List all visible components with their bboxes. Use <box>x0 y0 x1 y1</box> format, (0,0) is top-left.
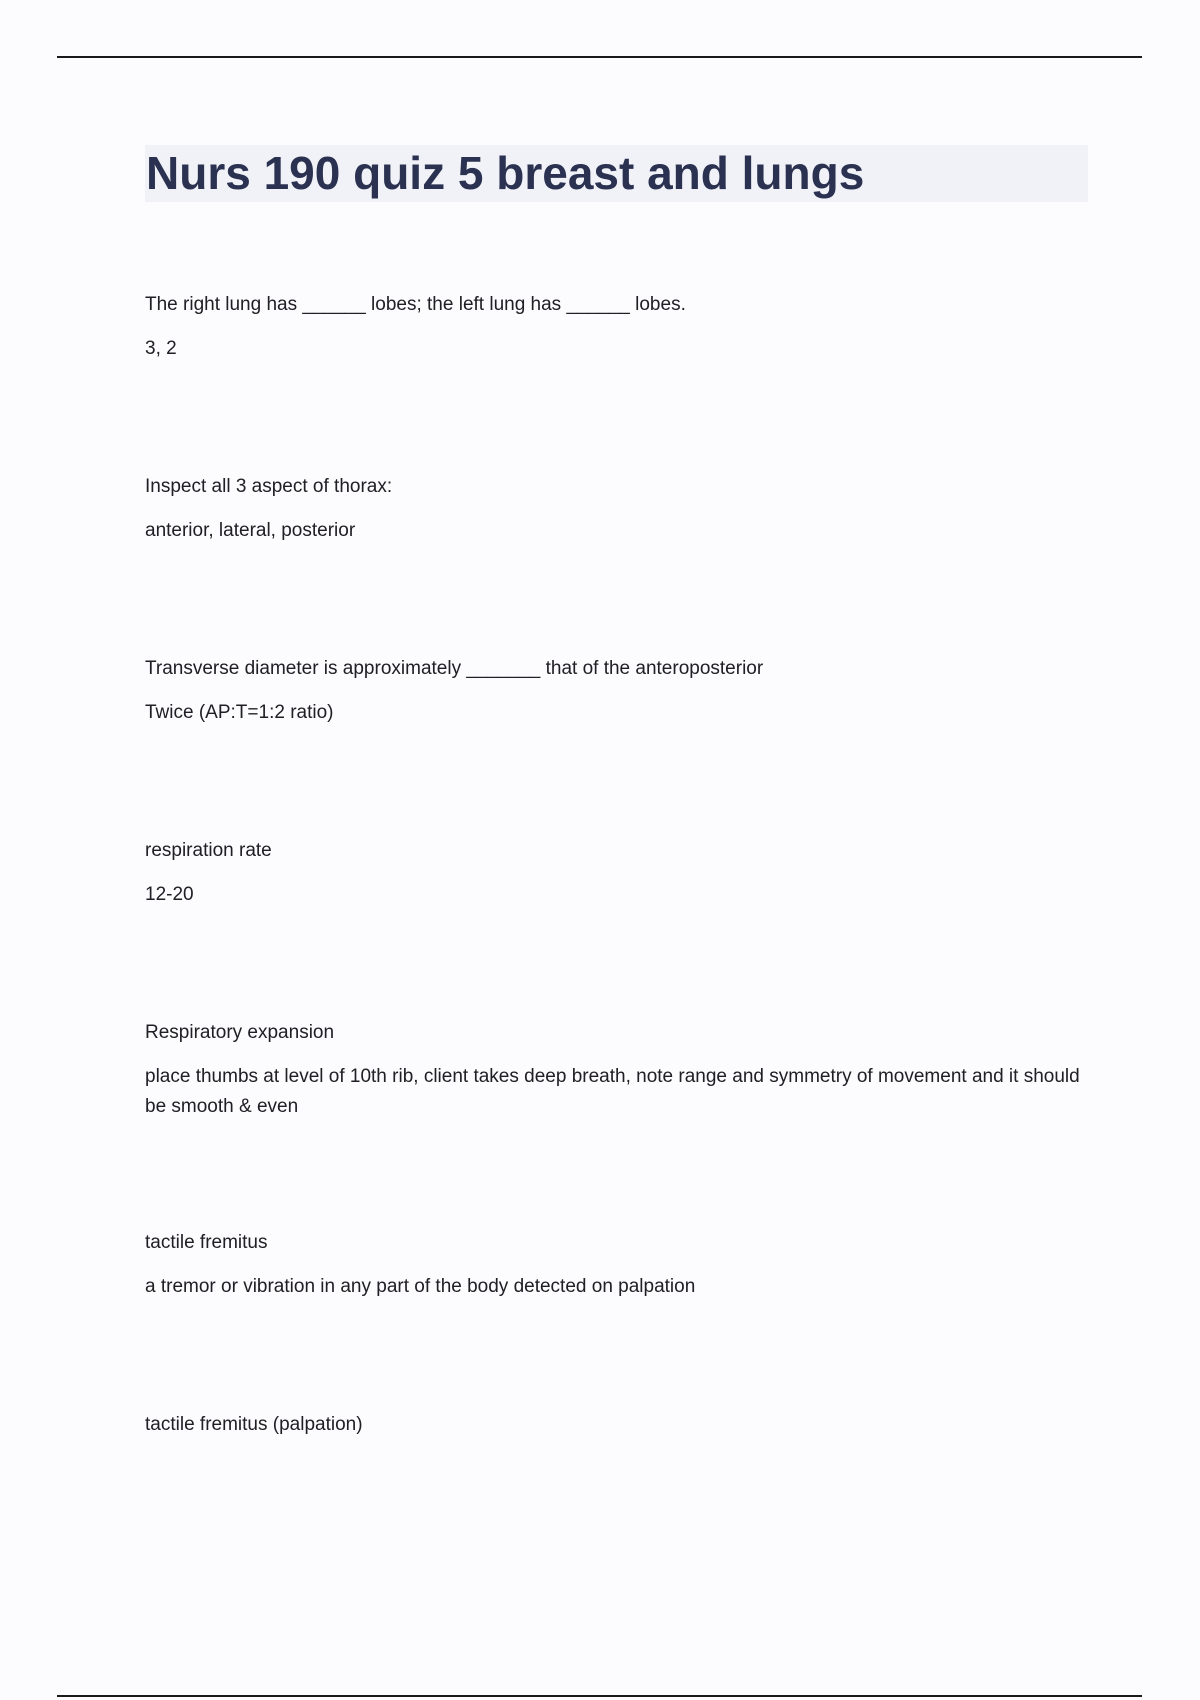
answer-text: 3, 2 <box>145 338 177 359</box>
qa-item-5 <box>145 1018 1085 1122</box>
qa-item-2 <box>145 472 1085 546</box>
qa-item-1 <box>145 290 1085 364</box>
qa-item-3 <box>145 654 1085 728</box>
answer-text: Twice (AP:T=1:2 ratio) <box>145 702 334 723</box>
question-text: Transverse diameter is approximately _______ that of the anteroposterior <box>145 658 764 679</box>
question-text: respiration rate <box>145 840 272 861</box>
question-text: tactile fremitus <box>145 1232 268 1253</box>
question-text: The right lung has ______ lobes; the left lung has ______ lobes. <box>145 294 686 315</box>
answer-text: 12-20 <box>145 884 194 905</box>
question-text: Inspect all 3 aspect of thorax: <box>145 476 393 497</box>
bottom-divider <box>57 1695 1142 1697</box>
answer-text: place thumbs at level of 10th rib, client takes deep breath, note range and symmetry of movement and it should be smooth & even <box>145 1066 1080 1117</box>
page-title: Nurs 190 quiz 5 breast and lungs <box>146 147 865 199</box>
qa-item-4 <box>145 836 1085 910</box>
top-divider <box>57 56 1142 58</box>
answer-text: a tremor or vibration in any part of the body detected on palpation <box>145 1276 696 1297</box>
qa-item-6 <box>145 1228 1085 1302</box>
answer-text: anterior, lateral, posterior <box>145 520 356 541</box>
question-text: tactile fremitus (palpation) <box>145 1414 363 1435</box>
qa-item-7 <box>145 1410 1085 1454</box>
question-text: Respiratory expansion <box>145 1022 335 1043</box>
